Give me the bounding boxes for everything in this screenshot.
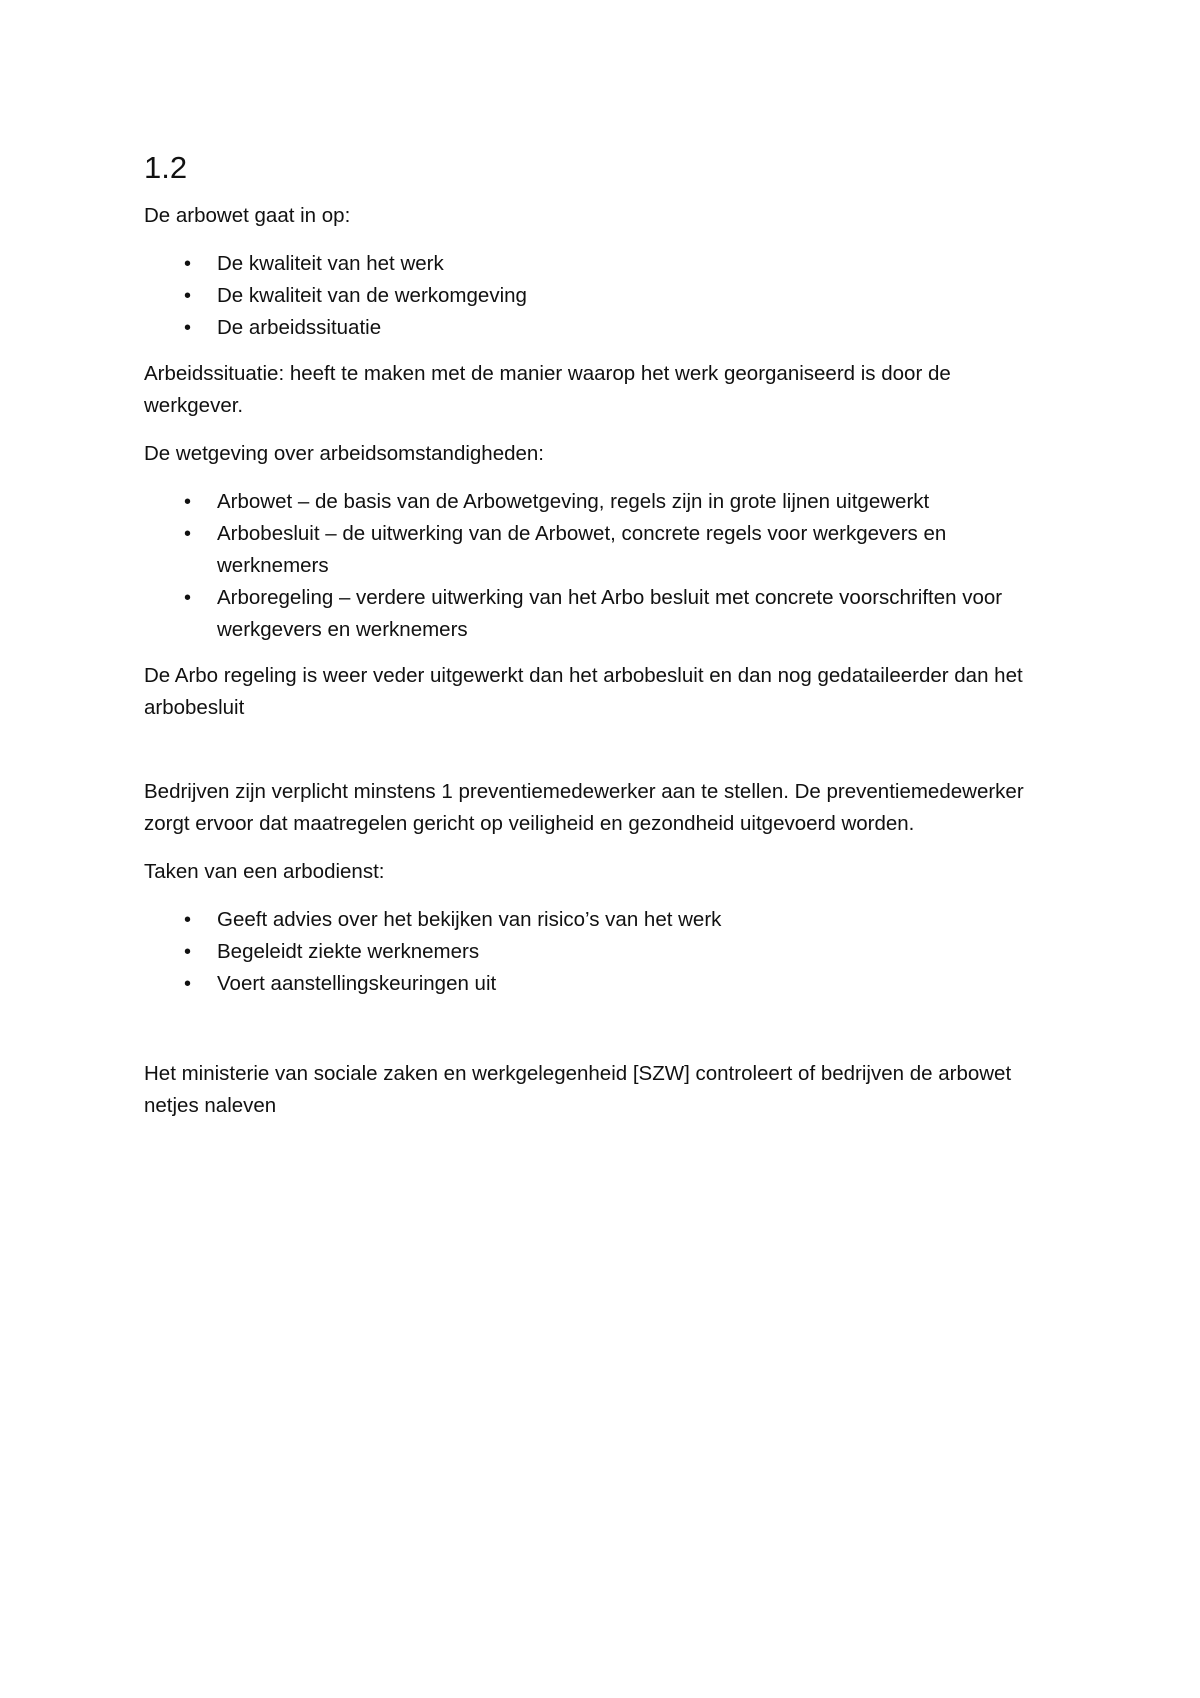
bullet-icon: • bbox=[184, 491, 192, 513]
blank-line bbox=[144, 740, 1049, 776]
bullet-icon: • bbox=[184, 253, 192, 275]
list-item bbox=[144, 248, 1049, 280]
list-item bbox=[144, 312, 1049, 344]
arbo-regeling-paragraph: De Arbo regeling is weer veder uitgewerkt dan het arbobesluit en dan nog gedataileerder dan het arbobesluit bbox=[144, 664, 1023, 719]
bullet-icon: • bbox=[184, 973, 192, 995]
list-item-text: Begeleidt ziekte werknemers bbox=[217, 940, 480, 963]
wetgeving-bullet-list bbox=[144, 486, 1049, 646]
list-item bbox=[144, 518, 1049, 582]
list-item-text: Geeft advies over het bekijken van risico’s van het werk bbox=[217, 908, 722, 931]
taken-intro-paragraph: Taken van een arbodienst: bbox=[144, 860, 385, 883]
list-item bbox=[144, 280, 1049, 312]
document-content bbox=[144, 146, 1049, 1138]
ministerie-paragraph: Het ministerie van sociale zaken en werkgelegenheid [SZW] controleert of bedrijven de arbowet netjes naleven bbox=[144, 1062, 1012, 1117]
list-item bbox=[144, 904, 1049, 936]
list-item-text: Arbobesluit – de uitwerking van de Arbowet, concrete regels voor werkgevers en werknemers bbox=[217, 522, 947, 577]
bullet-icon: • bbox=[184, 587, 192, 609]
bullet-icon: • bbox=[184, 941, 192, 963]
list-item-text: De kwaliteit van de werkomgeving bbox=[217, 284, 527, 307]
bedrijven-paragraph: Bedrijven zijn verplicht minstens 1 preventiemedewerker aan te stellen. De preventiemedewerker zorgt ervoor dat maatregelen gericht op veiligheid en gezondheid uitgevoerd worden. bbox=[144, 780, 1024, 835]
list-item-text: Arboregeling – verdere uitwerking van het Arbo besluit met concrete voorschriften voor werkgevers en werknemers bbox=[217, 586, 1003, 641]
bullet-icon: • bbox=[184, 909, 192, 931]
list-item-text: De arbeidssituatie bbox=[217, 316, 382, 339]
intro-bullet-list bbox=[144, 248, 1049, 344]
list-item bbox=[144, 968, 1049, 1000]
list-item-text: Arbowet – de basis van de Arbowetgeving, regels zijn in grote lijnen uitgewerkt bbox=[217, 490, 930, 513]
list-item-text: Voert aanstellingskeuringen uit bbox=[217, 972, 497, 995]
bullet-icon: • bbox=[184, 285, 192, 307]
wetgeving-intro-paragraph: De wetgeving over arbeidsomstandigheden: bbox=[144, 442, 545, 465]
list-item bbox=[144, 936, 1049, 968]
bullet-icon: • bbox=[184, 317, 192, 339]
intro-paragraph: De arbowet gaat in op: bbox=[144, 204, 351, 227]
list-item bbox=[144, 582, 1049, 646]
list-item bbox=[144, 486, 1049, 518]
blank-line bbox=[144, 1014, 1049, 1058]
arbeidssituatie-paragraph: Arbeidssituatie: heeft te maken met de manier waarop het werk georganiseerd is door de werkgever. bbox=[144, 362, 951, 417]
taken-bullet-list bbox=[144, 904, 1049, 1000]
section-heading: 1.2 bbox=[144, 150, 188, 185]
bullet-icon: • bbox=[184, 523, 192, 545]
list-item-text: De kwaliteit van het werk bbox=[217, 252, 444, 275]
